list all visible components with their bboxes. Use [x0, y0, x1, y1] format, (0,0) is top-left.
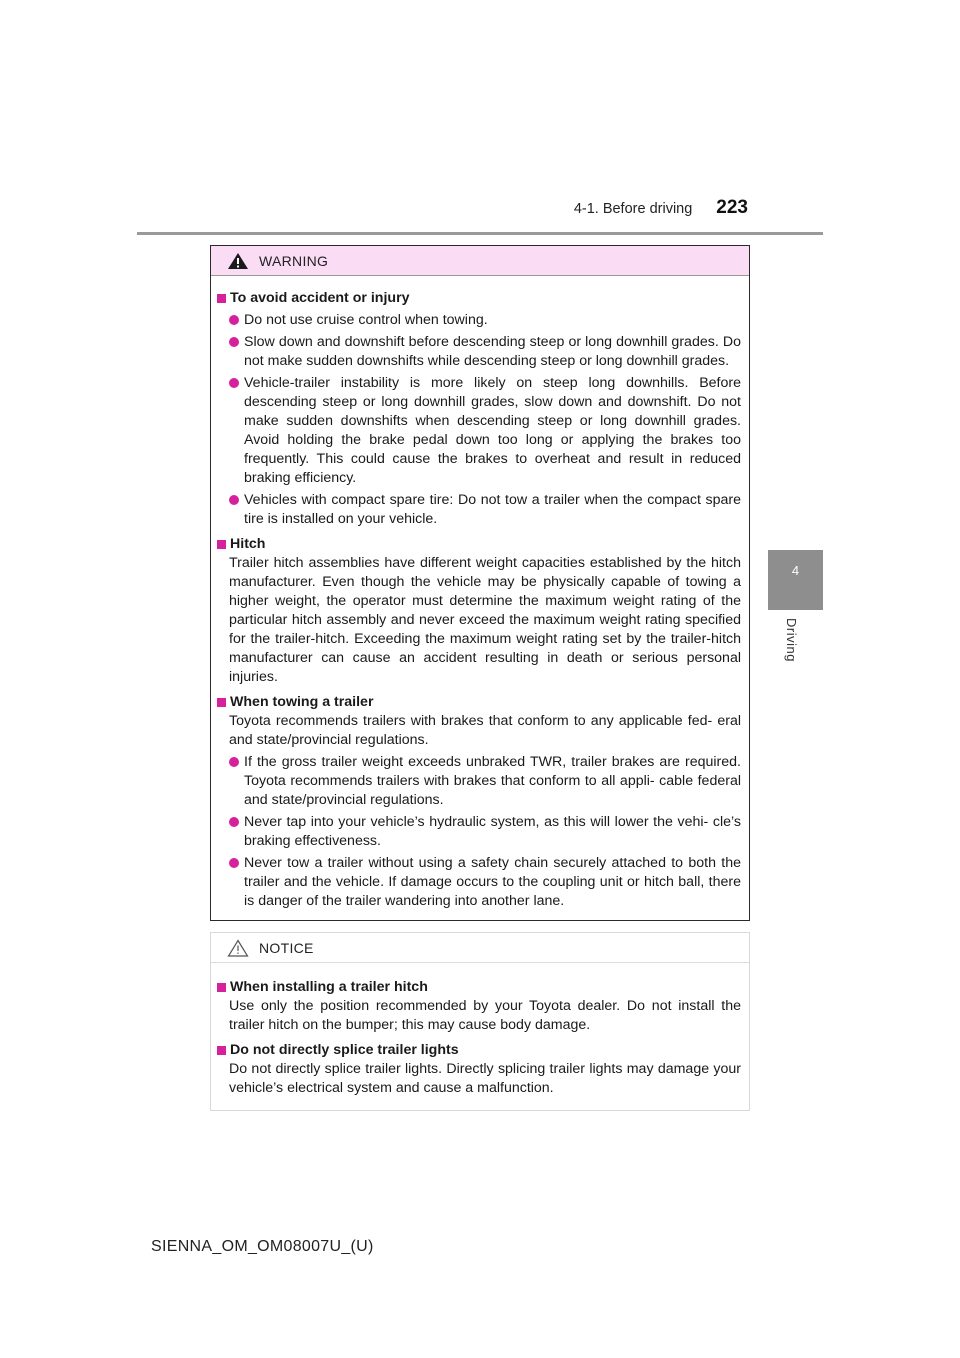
heading-text: When towing a trailer: [230, 694, 374, 710]
heading-text: Do not directly splice trailer lights: [230, 1042, 459, 1058]
list-item: [229, 333, 741, 371]
paragraph: Use only the position recommended by your Toyota dealer. Do not install the trailer hitch on the bumper; this may cause body damage.: [229, 998, 741, 1033]
paragraph: Trailer hitch assemblies have different weight capacities established by the hitch manufacturer. Even though the vehicle may be physically capable of towing a higher weight, the operator must determine the maximum weight rating of the particular hitch assembly and never exceed the maximum weight rating specified for the trailer-hitch. Exceeding the maximum weight rating set by the trailer-hitch manufacturer can cause an accident resulting in death or serious personal injuries.: [229, 555, 741, 685]
square-bullet-icon: [217, 983, 226, 992]
list-item: [229, 311, 741, 330]
round-bullet-icon: [229, 315, 239, 325]
list-item-text: Vehicle-trailer instability is more likely on steep long downhills. Before descending steep or long downhill grades, slow down and downshift. Do not make sudden downshifts when descending steep or long downhill grades. Avoid holding the brake pedal down too long or applying the brakes too frequently. This could cause the brakes to overheat and result in reduced braking efficiency.: [244, 375, 741, 486]
page-number: 223: [716, 197, 748, 218]
header-rule: [137, 232, 823, 235]
warning-section-heading: [217, 535, 741, 554]
document-code: SIENNA_OM_OM08007U_(U): [151, 1238, 374, 1255]
list-item: [229, 813, 741, 851]
warning-title: WARNING: [259, 252, 329, 269]
list-item-text: Never tap into your vehicle’s hydraulic system, as this will lower the vehi- cle’s braking effectiveness.: [244, 814, 741, 849]
warning-section-heading: [217, 693, 741, 712]
chapter-tab-label: Driving: [784, 618, 799, 662]
round-bullet-icon: [229, 817, 239, 827]
list-item-text: Slow down and downshift before descending steep or long downhill grades. Do not make sudden downshifts while descending steep or long downhill grades.: [244, 334, 741, 369]
notice-box: [210, 932, 750, 1111]
notice-triangle-icon: [227, 939, 249, 957]
round-bullet-icon: [229, 495, 239, 505]
notice-header: [211, 933, 749, 963]
square-bullet-icon: [217, 698, 226, 707]
paragraph: Toyota recommends trailers with brakes that conform to any applicable fed- eral and state/provincial regulations.: [229, 713, 741, 748]
warning-triangle-icon: [227, 252, 249, 270]
list-item-text: Vehicles with compact spare tire: Do not tow a trailer when the compact spare tire is installed on your vehicle.: [244, 492, 741, 527]
warning-body: [211, 276, 749, 911]
section-title: 4-1. Before driving: [573, 201, 693, 217]
round-bullet-icon: [229, 337, 239, 347]
heading-text: Hitch: [230, 536, 266, 552]
notice-title: NOTICE: [259, 939, 314, 956]
round-bullet-icon: [229, 858, 239, 868]
list-item: [229, 753, 741, 810]
heading-text: To avoid accident or injury: [230, 290, 410, 306]
page-header: [574, 197, 748, 219]
chapter-tab: [768, 550, 823, 610]
list-item: [229, 374, 741, 488]
warning-header: [211, 246, 749, 276]
notice-section-heading: [217, 978, 741, 997]
list-item-text: Do not use cruise control when towing.: [244, 312, 488, 328]
notice-body: [211, 963, 749, 1098]
chapter-tab-number: 4: [791, 563, 800, 578]
square-bullet-icon: [217, 540, 226, 549]
list-item: [229, 854, 741, 911]
list-item-text: If the gross trailer weight exceeds unbraked TWR, trailer brakes are required. Toyota recommends trailers with brakes that conform to all appli- cable federal and state/provincial regulations.: [244, 754, 741, 808]
heading-text: When installing a trailer hitch: [230, 979, 428, 995]
warning-box: [210, 245, 750, 921]
list-item: [229, 491, 741, 529]
square-bullet-icon: [217, 294, 226, 303]
round-bullet-icon: [229, 378, 239, 388]
list-item-text: Never tow a trailer without using a safety chain securely attached to both the trailer and the vehicle. If damage occurs to the coupling unit or hitch ball, there is danger of the trailer wandering into another lane.: [244, 855, 741, 909]
paragraph: Do not directly splice trailer lights. Directly splicing trailer lights may damage your vehicle’s electrical system and cause a malfunction.: [229, 1061, 741, 1096]
round-bullet-icon: [229, 757, 239, 767]
square-bullet-icon: [217, 1046, 226, 1055]
warning-section-heading: [217, 289, 741, 308]
notice-section-heading: [217, 1041, 741, 1060]
